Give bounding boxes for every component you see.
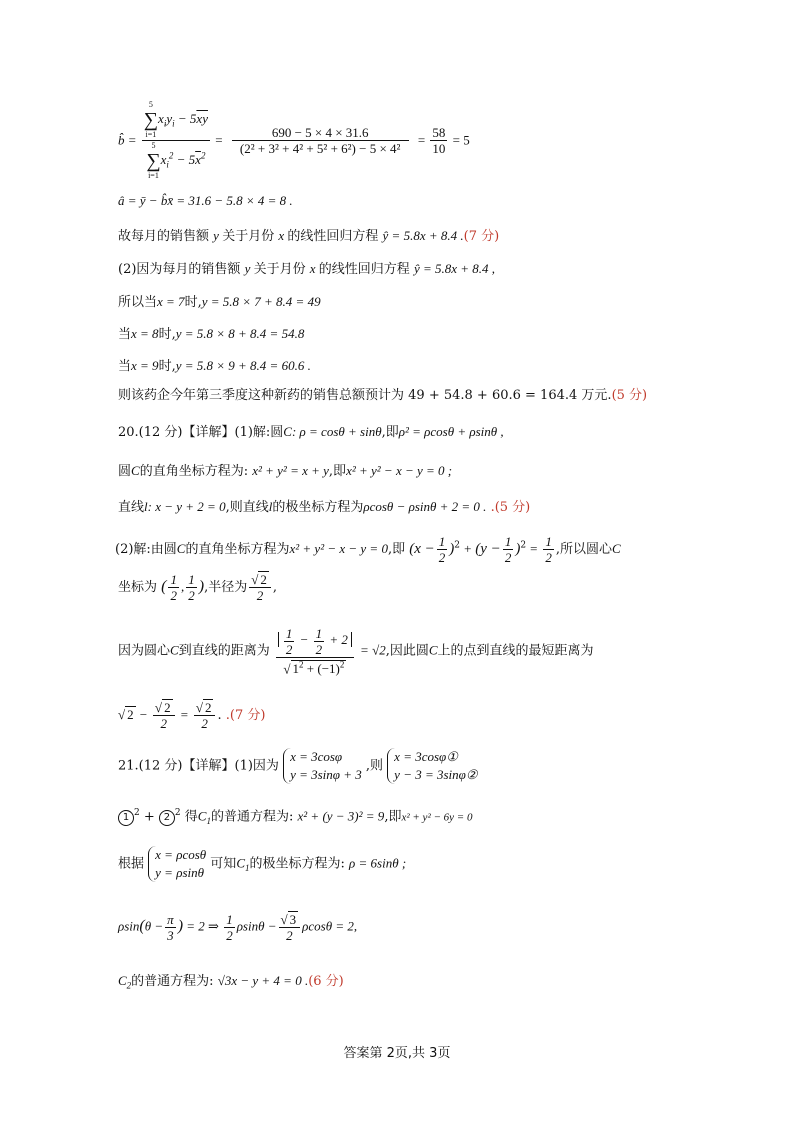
b-hat-value-fraction: $\frac{58}{10}$ <box>432 125 446 156</box>
x8-line: 当x = 8时,y = 5.8 × 8 + 8.4 = 54.8 <box>118 326 305 342</box>
completed-square: (x − <box>409 541 435 557</box>
distance-line: 因为圆心C到直线的距离为 $\frac{1}{2}$ − $\frac{1}{2}$ + 2 √ $1^2 + (-1)^2$ = √2,因此圆C上的点到直线的最短距离为 <box>118 626 594 677</box>
short-distance-line: √ 2 − $\frac{√ 2}{2}$ = $\frac{√ 2}{2}$ . .(7 分) <box>118 700 266 731</box>
radius-fraction: $\frac{√ 2}{2}$ <box>249 572 271 603</box>
a-hat-line: â = ȳ − b̂x̄ = 31.6 − 5.8 × 4 = 8 . <box>118 193 293 208</box>
total-line: 则该药企今年第三季度这种新药的销售总额预计为 49 + 54.8 + 60.6 = 164.4 万元.(5 分) <box>118 388 648 403</box>
b-hat-formula: b̂ = 5 ∑ i=1 $x_iy_i - 5\overline{xy}$ 5 ∑ i=1 $x_i^2 - 5\overline{x}^2$ = $\frac{690 - 5 \times 4 \times 31.6}{\text{(2² + 3² + 4² + 5² + 6²) − 5 × 4²}}$ = $\frac{58}{10}$ = 5 <box>118 100 470 180</box>
x9-line: 当x = 9时,y = 5.8 × 9 + 8.4 = 60.6 . <box>118 358 311 374</box>
circled-one: 1 <box>118 810 134 826</box>
center-line: 坐标为 ( $\frac{1}{2}$ , $\frac{1}{2}$ ),半径为 $\frac{√ 2}{2}$ , <box>118 572 277 603</box>
sigma-den: 5 ∑ i=1 <box>146 141 161 180</box>
score-label: (6 分) <box>308 974 344 989</box>
score-label: .(5 分) <box>490 500 531 515</box>
sigma-num: 5 ∑ i=1 <box>143 100 159 139</box>
q2-line: (2)因为每月的销售额 y 关于月份 x 的线性回归方程 ŷ = 5.8x + 8.4 , <box>118 261 496 277</box>
system-1: x = 3cosφ y = 3sinφ + 3 <box>283 748 362 784</box>
q21-line: 21.(12 分)【详解】(1)因为 x = 3cosφ y = 3sinφ + 3 ,则 x = 3cosφ① y − 3 = 3sinφ② <box>118 749 478 782</box>
b-hat-mid-fraction: $\frac{690 - 5 \times 4 \times 31.6}{\text{(2² + 3² + 4² + 5² + 6²) − 5 × 4²}}$ <box>232 125 409 156</box>
distance-fraction: $\frac{1}{2}$ − $\frac{1}{2}$ + 2 √ $1^2 + (-1)^2$ <box>276 626 354 676</box>
system-2: x = 3cosφ① y − 3 = 3sinφ② <box>387 748 477 784</box>
polar-system: x = ρcosθ y = ρsinθ <box>148 846 206 882</box>
score-label: .(7 分) <box>225 708 266 723</box>
q20-rect-line: 圆C的直角坐标方程为: x² + y² = x + y,即x² + y² − x − y = 0 ; <box>118 463 453 479</box>
score-label: (5 分) <box>611 388 648 403</box>
circled-two: 2 <box>159 810 175 826</box>
b-hat-sum-fraction: 5 ∑ i=1 $x_iy_i - 5\overline{xy}$ 5 ∑ i=1 $x_i^2 - 5\overline{x}^2$ <box>143 100 208 180</box>
b-hat-lhs: b̂ = <box>118 132 137 148</box>
square-sum-line: 1 $^2$ + 2 $^2$ 得$C_1$的普通方程为: x² + (y − 3)² = 9,即x² + y² − 6y = 0 <box>118 804 472 830</box>
c2-line: $C_2$的普通方程为: √3x − y + 4 = 0 .(6 分) <box>118 973 344 991</box>
x7-line: 所以当x = 7时,y = 5.8 × 7 + 8.4 = 49 <box>118 294 321 310</box>
page-footer: 答案第 2页,共 3页 <box>343 1046 451 1061</box>
regression-line: 故每月的销售额 y 关于月份 x 的线性回归方程 ŷ = 5.8x + 8.4 .(7 分) <box>118 228 500 244</box>
line-l-line: 直线l: x − y + 2 = 0,则直线l的极坐标方程为ρcosθ − ρsinθ + 2 = 0 . .(5 分) <box>118 499 531 515</box>
polar-line: 根据 x = ρcosθ y = ρsinθ 可知$C_1$的极坐标方程为: ρ = 6sinθ ; <box>118 847 407 880</box>
part2-line: (2)解:由圆C的直角坐标方程为x² + y² − x − y = 0,即 (x − $\frac{1}{2}$ )$^2$ + (y − $\frac{1}{2}$ )$^2$ = $\frac{1}{2}$ ,所以圆心C <box>115 534 621 565</box>
score-label: (7 分) <box>463 229 500 244</box>
rho-sin-line: ρsin(θ − $\frac{\pi}{3}$ ) = 2 ⇒ $\frac{1}{2}$ ρsinθ − $\frac{√ 3}{2}$ ρcosθ = 2, <box>118 912 358 943</box>
q20-line: 20.(12 分)【详解】(1)解:圆C: ρ = cosθ + sinθ,即ρ² = ρcosθ + ρsinθ , <box>118 424 504 440</box>
